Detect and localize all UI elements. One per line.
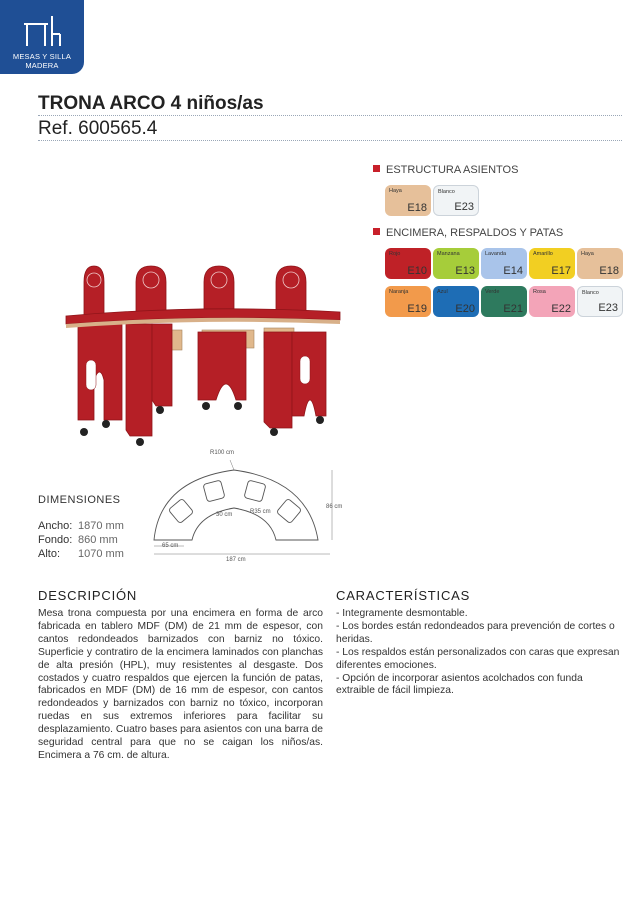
swatch-manzana: Manzana E13 bbox=[433, 248, 479, 279]
feature-item: - Los respaldos están personalizados con caras que expresan diferentes emociones. bbox=[336, 646, 620, 671]
features-list bbox=[336, 608, 622, 698]
plan-drawing bbox=[140, 440, 350, 565]
dimension-row: Ancho: 1870 mm bbox=[38, 520, 124, 532]
structure-label: ESTRUCTURA ASIENTOS bbox=[373, 164, 518, 176]
product-title: TRONA ARCO 4 niños/as bbox=[38, 93, 264, 114]
description-heading: DESCRIPCIÓN bbox=[38, 588, 138, 603]
swatch-azul: Azul E20 bbox=[433, 286, 479, 317]
brand-line-2: MADERA bbox=[25, 61, 59, 70]
label-r100: R100 cm bbox=[210, 450, 235, 456]
tops-label: ENCIMERA, RESPALDOS Y PATAS bbox=[373, 227, 563, 239]
label-86: 86 cm bbox=[326, 504, 343, 510]
red-square-icon bbox=[373, 165, 380, 172]
swatch-lavanda: Lavanda E14 bbox=[481, 248, 527, 279]
swatch-verde: Verde E21 bbox=[481, 286, 527, 317]
dimension-row: Fondo: 860 mm bbox=[38, 534, 118, 546]
table-chair-logo-icon bbox=[22, 14, 62, 48]
product-ref: Ref. 600565.4 bbox=[38, 118, 158, 139]
label-187: 187 cm bbox=[226, 557, 246, 563]
swatch-structure-haya: Haya E18 bbox=[385, 185, 431, 216]
swatch-rosa: Rosa E22 bbox=[529, 286, 575, 317]
product-image bbox=[60, 260, 350, 455]
brand-line-1: MESAS Y SILLA bbox=[12, 52, 72, 61]
divider bbox=[38, 140, 622, 141]
label-r35: R35 cm bbox=[250, 509, 271, 515]
swatch-blanco: Blanco E23 bbox=[577, 286, 623, 317]
label-30: 30 cm bbox=[216, 512, 233, 518]
label-65: 65 cm bbox=[162, 543, 179, 549]
divider bbox=[38, 115, 622, 116]
dimensions-heading: DIMENSIONES bbox=[38, 494, 121, 506]
feature-item: - Integramente desmontable. bbox=[336, 608, 468, 619]
swatch-rojo: Rojo E10 bbox=[385, 248, 431, 279]
features-heading: CARACTERÍSTICAS bbox=[336, 588, 471, 603]
swatch-amarillo: Amarillo E17 bbox=[529, 248, 575, 279]
red-square-icon bbox=[373, 228, 380, 235]
swatch-structure-blanco: Blanco E23 bbox=[433, 185, 479, 216]
description-body: Mesa trona compuesta por una encimera en forma de arco fabricada en tablero MDF (DM) de 21 mm de espesor, con cantos redondeados barnizados con barniz no tóxico. Superficie y contratiro de la encimera laminados con planchas de alta presión (HPL), muy resistentes al desgaste. Dos costados y cuatro respaldos que ejercen la función de patas, fabricados en MDF (DM) de 16 mm de espesor, con cantos redondeados y barnizados con barniz no tóxico, incorporan ruedas en sus extremos inferiores para facilitar su desplazamiento. Cuatro bases para asientos con una barra de seguridad central para que no se caigan los niños/as. Encimera a 76 cm. de altura. bbox=[38, 608, 323, 761]
feature-item: - Los bordes están redondeados para prevención de cortes o heridas. bbox=[336, 620, 615, 645]
swatch-naranja: Naranja E19 bbox=[385, 286, 431, 317]
swatch-haya: Haya E18 bbox=[577, 248, 623, 279]
feature-item: - Opción de incorporar asientos acolchados con funda extraible de fácil limpieza. bbox=[336, 672, 583, 697]
dimension-row: Alto: 1070 mm bbox=[38, 548, 124, 560]
brand-logo bbox=[0, 0, 84, 74]
